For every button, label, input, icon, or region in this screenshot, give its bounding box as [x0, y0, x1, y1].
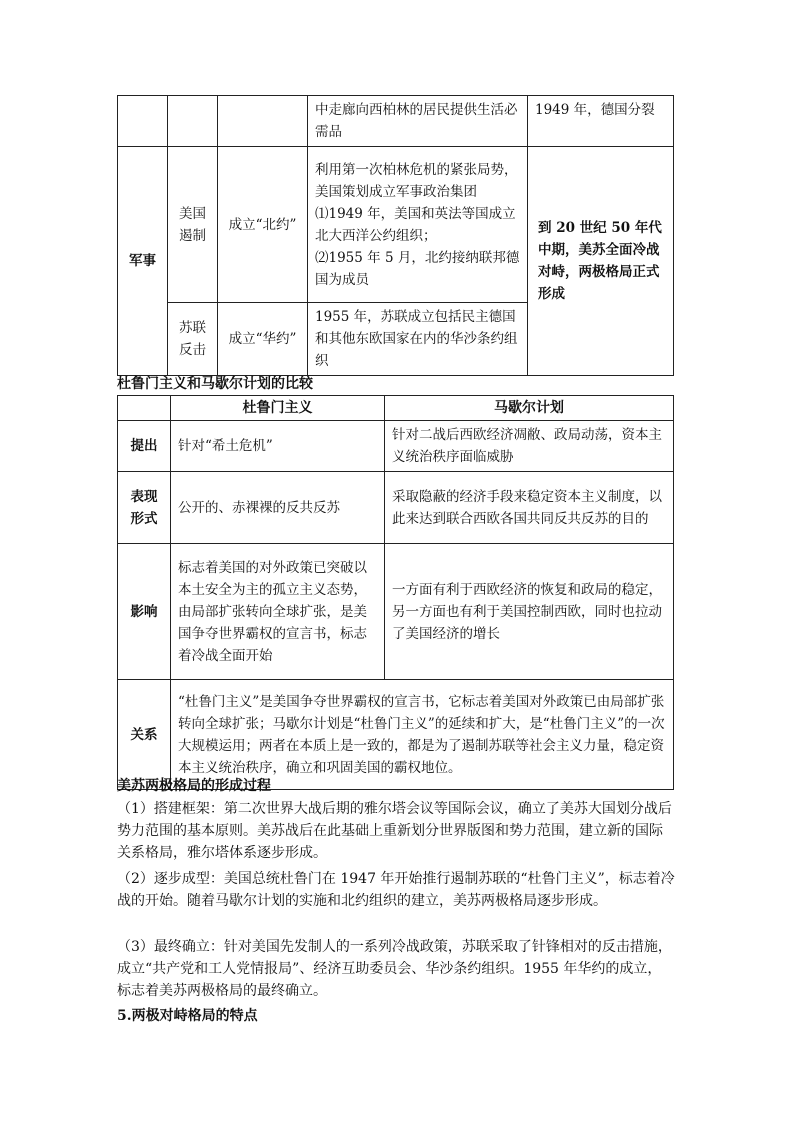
table-row: [118, 96, 674, 147]
us-label: 美国遏制: [168, 147, 218, 303]
marshall-cell: 一方面有利于西欧经济的恢复和政局的稳定，另一方面也有利于美国控制西欧，同时也拉动了美国经济的增长: [385, 544, 674, 680]
table-cell: 1949 年，德国分裂: [528, 96, 674, 147]
marshall-cell: 采取隐蔽的经济手段来稳定资本主义制度，以此来达到联合西欧各国共同反共反苏的目的: [385, 472, 674, 544]
section-title-comparison: 杜鲁门主义和马歇尔计划的比较: [117, 376, 313, 392]
us-action: 成立“北约”: [218, 147, 308, 303]
marshall-cell: 针对二战后西欧经济凋敝、政局动荡，资本主义统治秩序面临威胁: [385, 421, 674, 472]
military-category: 军事: [118, 147, 168, 376]
paragraph: （3）最终确立：针对美国先发制人的一系列冷战政策，苏联采取了针锋相对的反击措施，成立“共产党和工人党情报局”、经济互助委员会、华沙条约组织。1955 年华约的成立，标志着美苏两极格局的最终确立。: [117, 939, 672, 999]
row-label: 表现形式: [118, 472, 171, 544]
section-title-formation: 美苏两极格局的形成过程: [117, 778, 271, 794]
ussr-action: 成立“华约”: [218, 303, 308, 376]
header-cell: [118, 396, 171, 421]
table-header-row: [118, 396, 674, 421]
row-label: 关系: [118, 680, 171, 790]
table-row: [118, 421, 674, 472]
truman-cell: 标志着美国的对外政策已突破以本土安全为主的孤立主义态势，由局部扩张转向全球扩张，是美国争夺世界霸权的宣言书，标志着冷战全面开始: [171, 544, 385, 680]
table-row: [118, 680, 674, 790]
header-cell: 马歇尔计划: [385, 396, 674, 421]
comparison-table: [117, 395, 674, 790]
row-label: 提出: [118, 421, 171, 472]
header-cell: 杜鲁门主义: [171, 396, 385, 421]
cold-war-table: [117, 95, 674, 376]
truman-cell: 针对“希土危机”: [171, 421, 385, 472]
paragraph: （2）逐步成型：美国总统杜鲁门在 1947 年开始推行遏制苏联的“杜鲁门主义”，标志着冷战的开始。随着马歇尔计划的实施和北约组织的建立，美苏两极格局逐步形成。: [117, 871, 675, 909]
table-row: [118, 544, 674, 680]
table-cell: [168, 96, 218, 147]
row-label: 影响: [118, 544, 171, 680]
us-content-line: 利用第一次柏林危机的紧张局势，美国策划成立军事政治集团: [315, 161, 518, 200]
table-cell: [218, 96, 308, 147]
ussr-label: 苏联反击: [168, 303, 218, 376]
table-cell: [118, 96, 168, 147]
us-content: [308, 147, 528, 303]
us-content-line: ⑵1955 年 5 月，北约接纳联邦德国为成员: [315, 249, 520, 288]
table-row: [118, 147, 674, 303]
table-row: [118, 472, 674, 544]
us-content-line: ⑴1949 年，美国和英法等国成立北大西洋公约组织；: [315, 205, 516, 244]
relation-cell: “杜鲁门主义”是美国争夺世界霸权的宣言书，它标志着美国对外政策已由局部扩张转向全球扩张；马歇尔计划是“杜鲁门主义”的延续和扩大，是“杜鲁门主义”的一次大规模运用；两者在本质上是一致的，都是为了遏制苏联等社会主义力量，稳定资本主义统治秩序，确立和巩固美国的霸权地位。: [171, 680, 674, 790]
paragraph: （1）搭建框架：第二次世界大战后期的雅尔塔会议等国际会议，确立了美苏大国划分战后势力范围的基本原则。美苏战后在此基础上重新划分世界版图和势力范围，建立新的国际关系格局，雅尔塔体系逐步形成。: [117, 801, 672, 861]
table-cell: 中走廊向西柏林的居民提供生活必需品: [308, 96, 528, 147]
ussr-content: 1955 年，苏联成立包括民主德国和其他东欧国家在内的华沙条约组织: [308, 303, 528, 376]
result-cell: 到 20 世纪 50 年代中期，美苏全面冷战对峙，两极格局正式形成: [528, 147, 674, 376]
truman-cell: 公开的、赤裸裸的反共反苏: [171, 472, 385, 544]
section-title-features: 5.两极对峙格局的特点: [117, 1008, 258, 1024]
